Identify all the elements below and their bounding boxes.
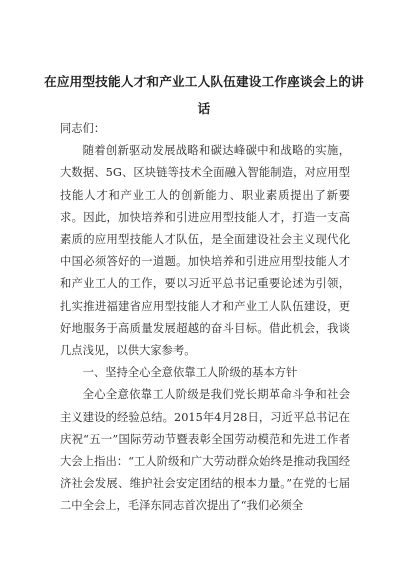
body-paragraph: 随着创新驱动发展战略和碳达峰碳中和战略的实施，大数据、5G、区块链等技术全面融入智能制造，对应用型技能人才和产业工人的创新能力、职业素质提出了新要求。因此，加快培养和引进应用型技能人才，打造一支高素质的应用型技能人才队伍，是全面建设社会主义现代化中国必须答好的一道题。加快培养和引进应用型技能人才和产业工人的工作，要以习近平总书记重要论述为引领，扎实推进福建省应用型技能人才和产业工人队伍建设，更好地服务于高质量发展超越的奋斗目标。借此机会，我谈几点浅见，以供大家参考。: [60, 144, 350, 358]
body-paragraph: 全心全意依靠工人阶级是我们党长期革命斗争和社会主义建设的经验总结。2015年4月28日，习近平总书记在庆祝“五一”国际劳动节暨表彰全国劳动模范和先进工作者大会上指出：“工人阶级和广大劳动群众始终是推动我国经济社会发展、维护社会安定团结的根本力量。”在党的七届二中全会上，毛泽东同志首次提出了“我们必须全: [60, 388, 350, 513]
section-heading: 一、坚持全心全意依靠工人阶级的基本方针: [82, 366, 298, 380]
salutation: 同志们：: [60, 122, 106, 135]
document-body: [60, 118, 350, 518]
document-title: 在应用型技能人才和产业工人队伍建设工作座谈会上的讲话: [44, 74, 364, 116]
